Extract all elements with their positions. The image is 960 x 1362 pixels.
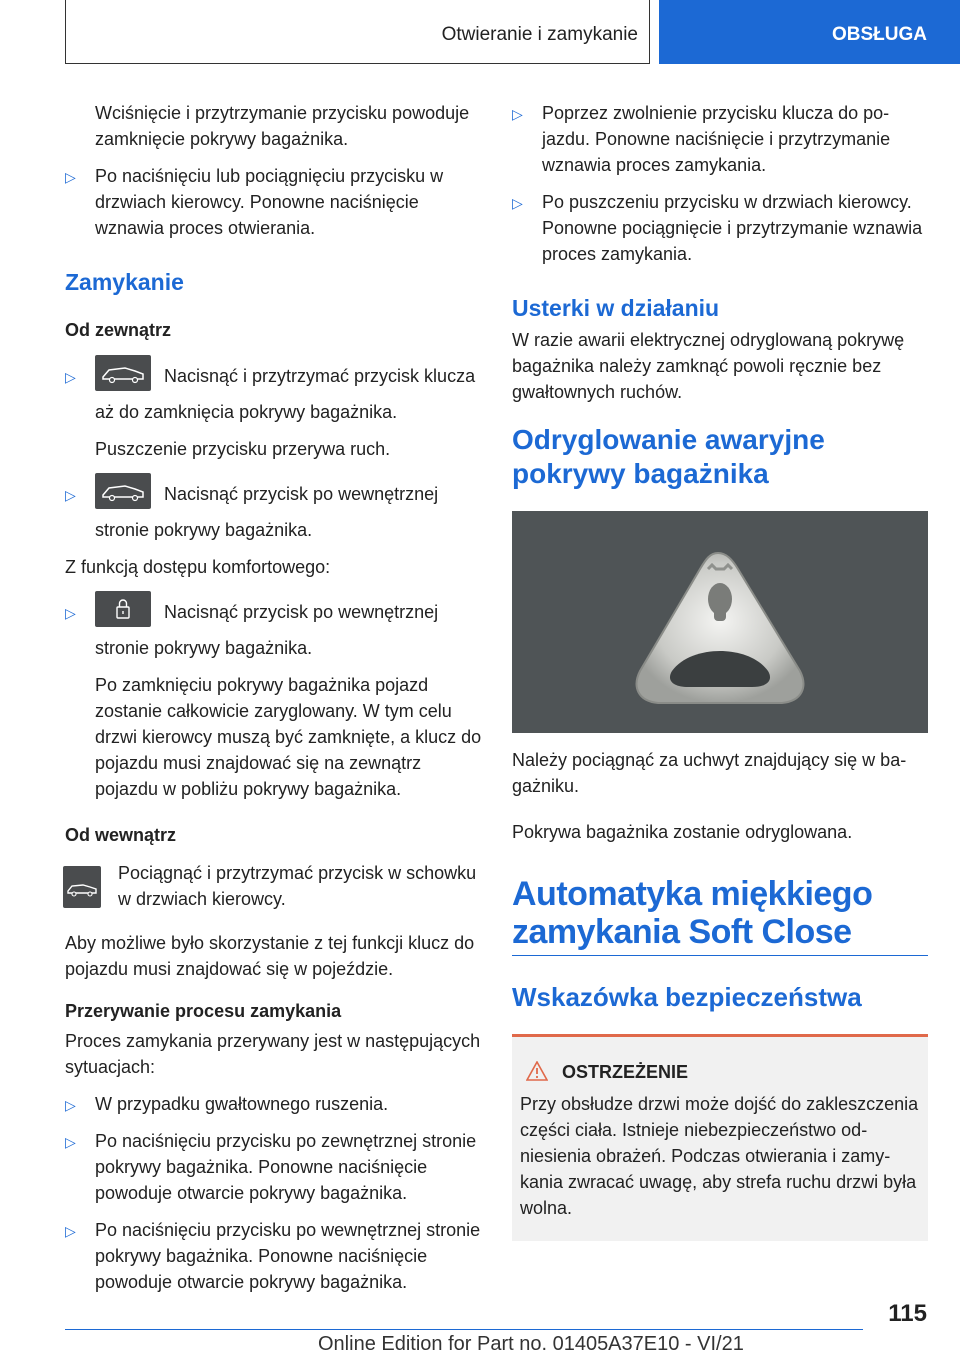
bullet-icon: ▷ xyxy=(65,1223,76,1239)
bullet-icon: ▷ xyxy=(65,169,76,185)
list-item xyxy=(65,355,485,425)
section-heading-safety: Wskazówka bezpieczeństwa xyxy=(512,982,862,1012)
header-chapter-tab xyxy=(659,0,960,64)
list-item xyxy=(512,100,928,178)
list-item-text: W przypadku gwałtownego ruszenia. xyxy=(95,1094,389,1114)
car-trunk-icon xyxy=(63,866,101,908)
bullet-icon: ▷ xyxy=(65,605,76,621)
inside-text: Pociągnąć i przytrzymać przycisk w schowku w drzwiach kierowcy. xyxy=(118,863,477,909)
emergency-release-photo xyxy=(512,511,928,733)
list-item xyxy=(65,1217,485,1295)
list-item-text: Po puszczeniu przycisku w drzwiach kierowcy. Ponowne pociągnięcie i przytrzymanie wznawia proces zamykania. xyxy=(542,192,923,264)
faults-text: W razie awarii elektrycznej odryglowaną pokrywę bagażnika należy zamknąć powoli ręcznie bez gwałtownych ruchów. xyxy=(512,330,905,402)
unlocked-text: Pokrywa bagażnika zostanie odryglowana. xyxy=(512,822,853,842)
warning-header xyxy=(520,1059,920,1085)
list-item xyxy=(65,1091,485,1117)
list-item xyxy=(65,591,485,661)
footer-divider xyxy=(65,1329,863,1330)
warning-triangle-icon xyxy=(526,1061,548,1081)
list-item xyxy=(65,1128,485,1206)
inside-button-item xyxy=(65,860,485,912)
subheading-interrupt: Przerywanie procesu zamykania xyxy=(65,1001,342,1021)
lock-icon xyxy=(95,591,151,627)
car-trunk-icon xyxy=(95,473,151,509)
note-text: Po zamknięciu pokrywy bagażnika pojazd zostanie całkowicie zaryglowany. W tym celu drzwi kierowcy muszą być zamknięte, a klucz do pojazdu musi znajdować się na zewnątrz pojazdu w pobliżu pokrywy bagażnika. xyxy=(95,675,482,799)
left-column xyxy=(65,100,485,1306)
intro-text: Wciśnięcie i przytrzymanie przycisku powoduje zamknięcie pokrywy bagażnika. xyxy=(95,103,470,149)
list-item-text: Nacisnąć i przytrzymać przycisk klucza aż do zamknięcia pokrywy bagażnika. xyxy=(95,366,476,422)
list-item-text: Nacisnąć przycisk po wewnętrznej stronie pokrywy bagażnika. xyxy=(95,484,439,540)
bullet-icon: ▷ xyxy=(512,195,523,211)
list-item xyxy=(512,189,928,267)
bullet-icon: ▷ xyxy=(65,487,76,503)
page-number: 115 xyxy=(888,1300,927,1327)
header-section-title: Otwieranie i zamykanie xyxy=(441,24,638,45)
list-item-text: Po naciśnięciu przycisku po zewnętrznej stronie pokrywy bagażnika. Ponowne naciśnięcie powoduje otwarcie pokrywy bagażnika. xyxy=(95,1131,477,1203)
comfort-access-text: Z funkcją dostępu komfortowego: xyxy=(65,557,331,577)
subheading-inside: Od wewnątrz xyxy=(65,825,177,845)
section-heading-faults: Usterki w działaniu xyxy=(512,295,720,321)
pull-handle-text: Należy pociągnąć za uchwyt znajdujący się w bagażniku. xyxy=(512,750,907,796)
header-chapter-title: OBSŁUGA xyxy=(832,24,927,45)
list-item-text: Po naciśnięciu przycisku po wewnętrznej stronie pokrywy bagażnika. Ponowne naciśnięcie powoduje otwarcie pokrywy bagażnika. xyxy=(95,1220,481,1292)
note-text: Puszczenie przycisku przerywa ruch. xyxy=(95,439,391,459)
interrupt-intro-text: Proces zamykania przerywany jest w następujących sytuacjach: xyxy=(65,1031,481,1077)
bullet-icon: ▷ xyxy=(65,1134,76,1150)
bullet-icon: ▷ xyxy=(65,1097,76,1113)
chapter-heading-soft-close: Automatyka miękkiego zamykania Soft Close xyxy=(512,875,928,956)
bullet-icon: ▷ xyxy=(512,106,523,122)
list-item xyxy=(65,163,485,241)
warning-title: OSTRZEŻENIE xyxy=(562,1062,689,1082)
footer-edition: Online Edition for Part no. 01405A37E10 - VI/21 xyxy=(318,1333,744,1355)
subheading-outside: Od zewnątrz xyxy=(65,320,172,340)
car-trunk-icon xyxy=(95,355,151,391)
warning-text: Przy obsłudze drzwi może dojść do zakleszczenia części ciała. Istnieje niebezpieczeństwo odniesienia obrażeń. Podczas otwierania i zamykania zwracać uwagę, aby strefa ruchu drzwi była wolna. xyxy=(520,1094,919,1218)
warning-box xyxy=(512,1034,928,1241)
bullet-icon: ▷ xyxy=(65,369,76,385)
section-heading-emergency: Odryglowanie awaryjne pokrywy bagażnika xyxy=(512,424,825,489)
list-item-text: Nacisnąć przycisk po wewnętrznej stronie pokrywy bagażnika. xyxy=(95,602,439,658)
list-item xyxy=(65,473,485,543)
right-column xyxy=(512,100,928,1241)
section-heading-closing: Zamykanie xyxy=(65,269,184,295)
key-note-text: Aby możliwe było skorzystanie z tej funkcji klucz do pojazdu musi znajdować się w pojeździe. xyxy=(65,933,475,979)
list-item-text: Po naciśnięciu lub pociągnięciu przycisku w drzwiach kierowcy. Ponowne naciśnięcie wznawia proces otwierania. xyxy=(95,166,444,238)
list-item-text: Poprzez zwolnienie przycisku klucza do pojazdu. Ponowne naciśnięcie i przytrzymanie wznawia proces zamykania. xyxy=(542,103,891,175)
